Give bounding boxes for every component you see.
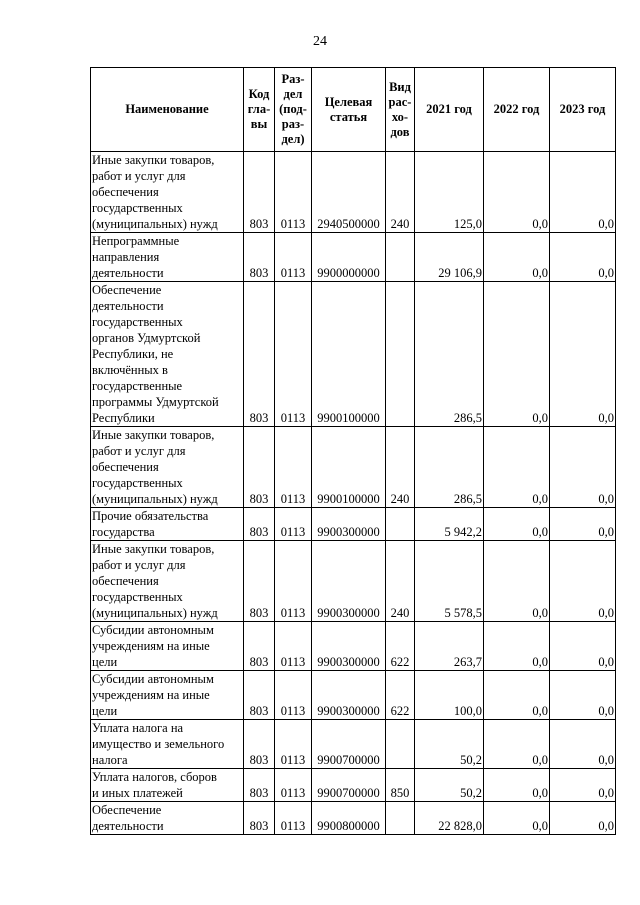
header-section: Раз- дел (под- раз- дел) (275, 68, 312, 152)
row-name: Прочие обязательства государства (91, 508, 244, 541)
row-section: 0113 (275, 152, 312, 233)
header-type: Вид рас- хо- дов (386, 68, 415, 152)
row-2022: 0,0 (484, 802, 550, 835)
row-2021: 50,2 (415, 720, 484, 769)
row-type (386, 802, 415, 835)
table-row (91, 152, 616, 233)
row-2023: 0,0 (550, 233, 616, 282)
row-section: 0113 (275, 233, 312, 282)
row-name: Обеспечение деятельности государственных органов Удмуртской Республики, не включённых в государственные программы Удмуртской Республики (91, 282, 244, 427)
row-section: 0113 (275, 769, 312, 802)
row-2022: 0,0 (484, 233, 550, 282)
row-name: Непрограммные направления деятельности (91, 233, 244, 282)
row-code: 803 (244, 622, 275, 671)
row-2022: 0,0 (484, 427, 550, 508)
table-row (91, 671, 616, 720)
row-name: Иные закупки товаров, работ и услуг для обеспечения государственных (муниципальных) нужд (91, 427, 244, 508)
row-2023: 0,0 (550, 282, 616, 427)
header-code: Код гла- вы (244, 68, 275, 152)
row-2022: 0,0 (484, 508, 550, 541)
row-type: 240 (386, 427, 415, 508)
row-type (386, 282, 415, 427)
row-2021: 263,7 (415, 622, 484, 671)
row-code: 803 (244, 769, 275, 802)
row-section: 0113 (275, 720, 312, 769)
row-2023: 0,0 (550, 769, 616, 802)
table-row (91, 427, 616, 508)
budget-table (90, 67, 616, 835)
header-row (91, 68, 616, 152)
row-name: Обеспечение деятельности (91, 802, 244, 835)
row-target: 9900000000 (312, 233, 386, 282)
row-code: 803 (244, 427, 275, 508)
row-section: 0113 (275, 671, 312, 720)
row-2022: 0,0 (484, 152, 550, 233)
row-2021: 125,0 (415, 152, 484, 233)
row-target: 9900100000 (312, 282, 386, 427)
row-code: 803 (244, 802, 275, 835)
row-2023: 0,0 (550, 720, 616, 769)
row-target: 2940500000 (312, 152, 386, 233)
row-type: 240 (386, 541, 415, 622)
table-row (91, 622, 616, 671)
row-name: Иные закупки товаров, работ и услуг для обеспечения государственных (муниципальных) нужд (91, 152, 244, 233)
row-2023: 0,0 (550, 152, 616, 233)
row-target: 9900300000 (312, 671, 386, 720)
row-2021: 5 942,2 (415, 508, 484, 541)
row-2021: 286,5 (415, 427, 484, 508)
row-2022: 0,0 (484, 282, 550, 427)
row-target: 9900100000 (312, 427, 386, 508)
row-code: 803 (244, 508, 275, 541)
row-target: 9900300000 (312, 508, 386, 541)
row-2022: 0,0 (484, 769, 550, 802)
table-row (91, 720, 616, 769)
row-section: 0113 (275, 541, 312, 622)
table-row (91, 541, 616, 622)
row-code: 803 (244, 720, 275, 769)
row-2022: 0,0 (484, 541, 550, 622)
row-2023: 0,0 (550, 508, 616, 541)
row-2021: 29 106,9 (415, 233, 484, 282)
row-name: Субсидии автономным учреждениям на иные цели (91, 622, 244, 671)
row-target: 9900300000 (312, 622, 386, 671)
row-2022: 0,0 (484, 671, 550, 720)
row-2023: 0,0 (550, 671, 616, 720)
row-2021: 22 828,0 (415, 802, 484, 835)
row-section: 0113 (275, 622, 312, 671)
page-number: 24 (313, 34, 327, 49)
row-type: 622 (386, 622, 415, 671)
row-target: 9900700000 (312, 769, 386, 802)
header-2021: 2021 год (415, 68, 484, 152)
row-2023: 0,0 (550, 427, 616, 508)
row-section: 0113 (275, 427, 312, 508)
row-code: 803 (244, 671, 275, 720)
header-target: Целевая статья (312, 68, 386, 152)
header-name: Наименование (91, 68, 244, 152)
table-row (91, 802, 616, 835)
row-2021: 100,0 (415, 671, 484, 720)
row-2021: 286,5 (415, 282, 484, 427)
row-target: 9900300000 (312, 541, 386, 622)
table-row (91, 233, 616, 282)
row-name: Уплата налога на имущество и земельного налога (91, 720, 244, 769)
row-2021: 5 578,5 (415, 541, 484, 622)
table-row (91, 769, 616, 802)
row-name: Иные закупки товаров, работ и услуг для обеспечения государственных (муниципальных) нужд (91, 541, 244, 622)
header-2023: 2023 год (550, 68, 616, 152)
row-name: Субсидии автономным учреждениям на иные цели (91, 671, 244, 720)
row-2022: 0,0 (484, 622, 550, 671)
row-section: 0113 (275, 282, 312, 427)
table-row (91, 508, 616, 541)
row-section: 0113 (275, 802, 312, 835)
row-name: Уплата налогов, сборов и иных платежей (91, 769, 244, 802)
row-type: 850 (386, 769, 415, 802)
row-2022: 0,0 (484, 720, 550, 769)
row-type (386, 720, 415, 769)
row-2023: 0,0 (550, 541, 616, 622)
row-target: 9900700000 (312, 720, 386, 769)
header-2022: 2022 год (484, 68, 550, 152)
row-target: 9900800000 (312, 802, 386, 835)
row-type (386, 508, 415, 541)
row-2023: 0,0 (550, 802, 616, 835)
row-2023: 0,0 (550, 622, 616, 671)
row-code: 803 (244, 282, 275, 427)
row-type (386, 233, 415, 282)
table-row (91, 282, 616, 427)
row-2021: 50,2 (415, 769, 484, 802)
row-type: 622 (386, 671, 415, 720)
row-code: 803 (244, 233, 275, 282)
row-code: 803 (244, 152, 275, 233)
row-type: 240 (386, 152, 415, 233)
row-code: 803 (244, 541, 275, 622)
row-section: 0113 (275, 508, 312, 541)
